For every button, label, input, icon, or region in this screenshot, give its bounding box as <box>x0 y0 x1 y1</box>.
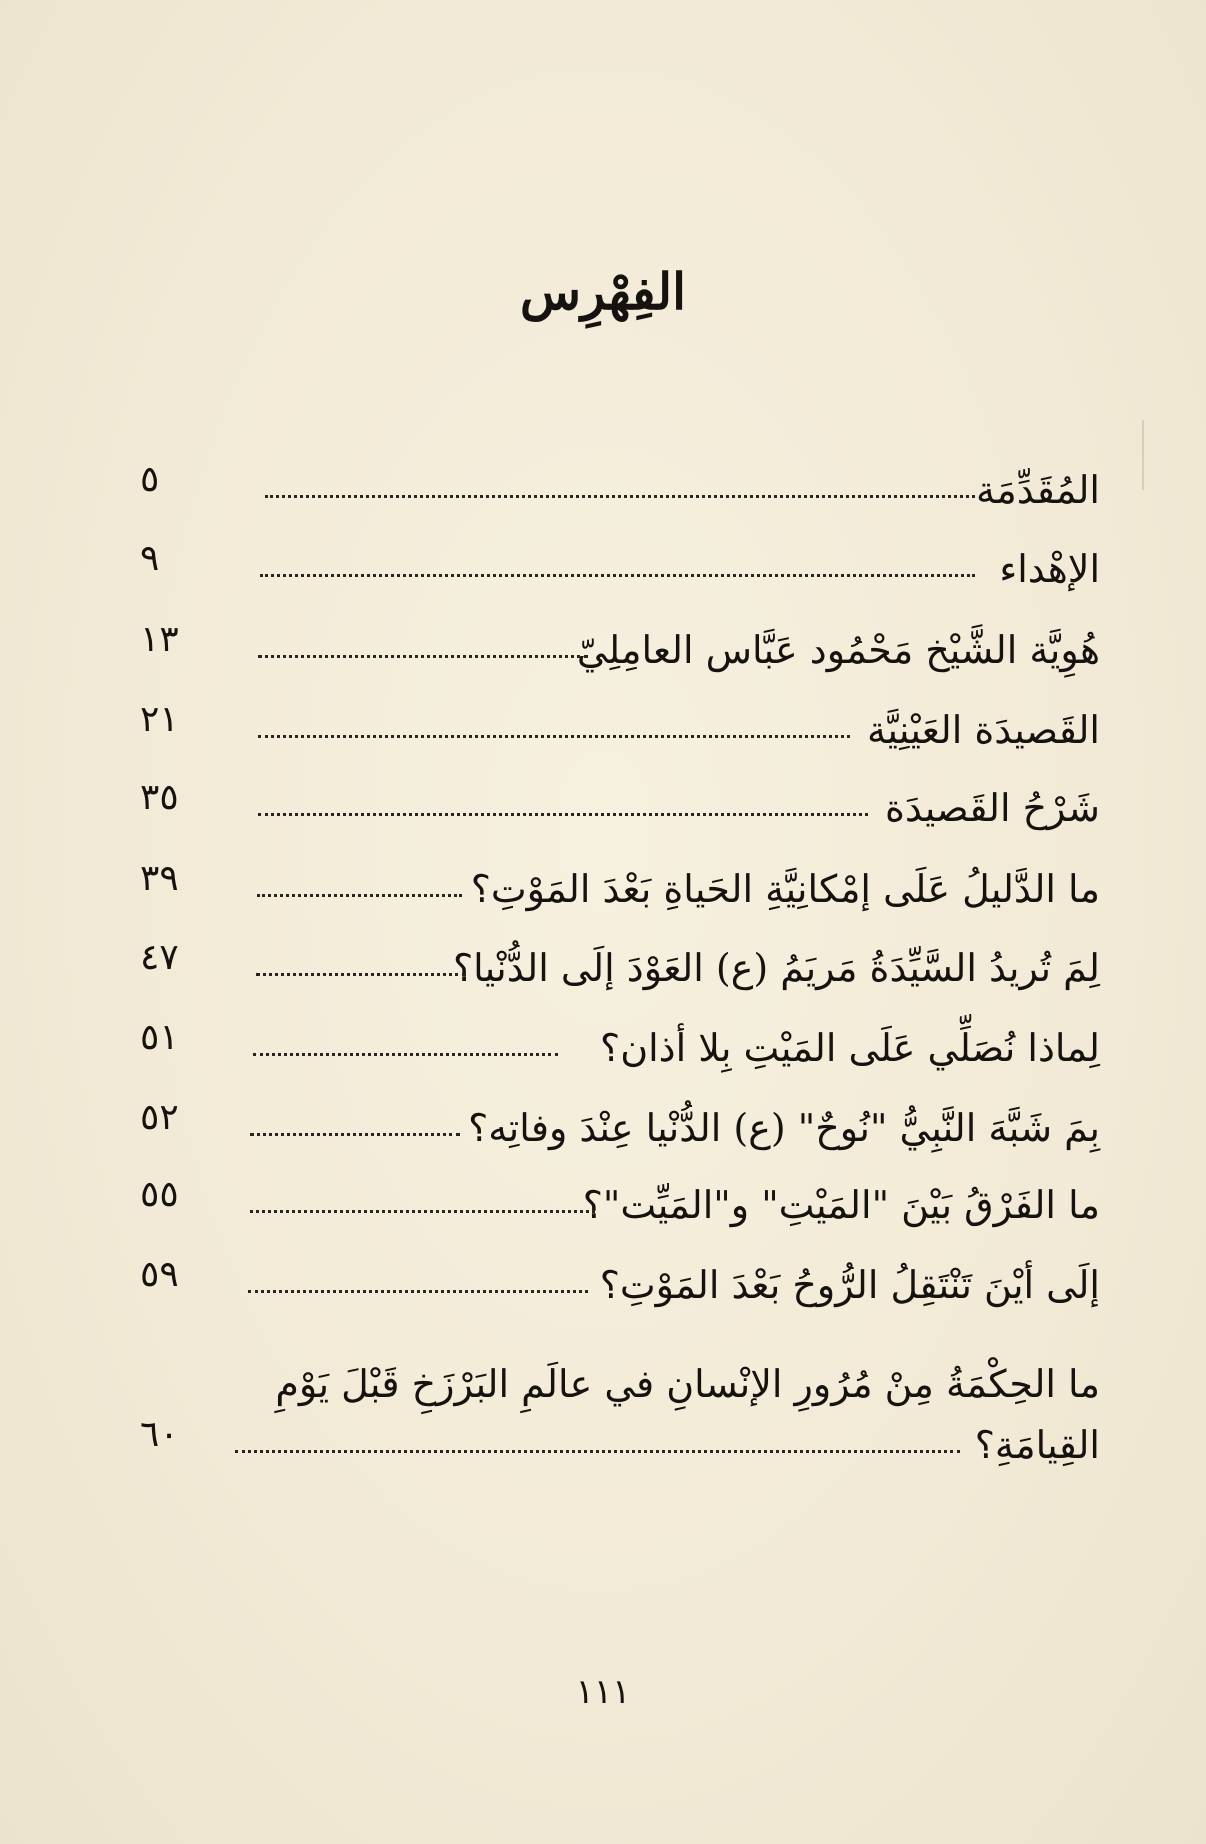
toc-entry-page: ٢١ <box>140 699 179 740</box>
dot-leader <box>253 1053 558 1056</box>
dot-leader <box>256 973 466 976</box>
toc-entry-title: لِماذا نُصَلِّي عَلَى المَيْتِ بِلا أذان؟ <box>600 1026 1100 1070</box>
dot-leader <box>260 574 975 577</box>
dot-leader <box>235 1450 960 1453</box>
toc-entry <box>140 529 1100 599</box>
dot-leader <box>258 813 868 816</box>
toc-entry-page: ٥ <box>140 459 160 500</box>
toc-entry <box>140 610 1100 680</box>
dot-leader <box>250 1210 595 1213</box>
toc-entry-page: ٥١ <box>140 1017 179 1058</box>
dot-leader <box>258 735 850 738</box>
toc-entry-title: لِمَ تُريدُ السَّيِّدَةُ مَريَمُ (ع) العَوْدَ إلَى الدُّنْيا؟ <box>452 946 1100 990</box>
toc-entry <box>140 849 1100 919</box>
toc-entry-title-line2: القِيامَةِ؟ <box>974 1423 1100 1467</box>
toc-entry-page: ٤٧ <box>140 937 179 978</box>
toc-entry-title: الإهْداء <box>999 547 1100 591</box>
toc-entry-title: ما الدَّليلُ عَلَى إمْكانِيَّةِ الحَياةِ بَعْدَ المَوْتِ؟ <box>470 867 1100 911</box>
toc-entry-title: القَصيدَة العَيْنِيَّة <box>867 708 1100 752</box>
toc-entry <box>140 1245 1100 1315</box>
toc-entry-page: ٣٩ <box>140 858 179 899</box>
toc-entry-title-line1: ما الحِكْمَةُ مِنْ مُرُورِ الإنْسانِ في عالَمِ البَرْزَخِ قَبْلَ يَوْمِ <box>275 1362 1100 1406</box>
toc-entry-title: المُقَدِّمَة <box>975 468 1100 512</box>
page-crease <box>1142 420 1144 490</box>
dot-leader <box>250 1133 460 1136</box>
toc-entry-page: ٥٢ <box>140 1097 179 1138</box>
page-title: الفِهْرِس <box>519 262 687 321</box>
toc-entry-page: ٥٩ <box>140 1254 179 1295</box>
toc-entry-page: ٦٠ <box>140 1414 179 1455</box>
toc-entry-title: بِمَ شَبَّهَ النَّبِيُّ "نُوحٌ" (ع) الدُّنْيا عِنْدَ وفاتِه؟ <box>468 1106 1100 1150</box>
toc-entry-title: شَرْحُ القَصيدَة <box>884 786 1100 830</box>
dot-leader <box>258 655 588 658</box>
toc-entry-page: ٥٥ <box>140 1174 179 1215</box>
toc-entry-title: إلَى أيْنَ تَنْتَقِلُ الرُّوحُ بَعْدَ المَوْتِ؟ <box>599 1263 1100 1307</box>
page-number: ١١١ <box>575 1672 631 1712</box>
dot-leader <box>257 894 462 897</box>
toc-entry <box>140 768 1100 838</box>
toc-entry <box>140 1405 1100 1475</box>
toc-entry <box>140 1008 1100 1078</box>
toc-entry <box>140 928 1100 998</box>
toc-entry-title: ما الفَرْقُ بَيْنَ "المَيْتِ" و"المَيِّت"؟ <box>582 1183 1100 1227</box>
toc-entry <box>140 1165 1100 1235</box>
toc-entry-title: هُوِيَّة الشَّيْخ مَحْمُود عَبَّاس العامِلِيّ <box>576 628 1100 672</box>
toc-entry <box>140 450 1100 520</box>
toc-entry-page: ٣٥ <box>140 777 179 818</box>
table-of-contents <box>140 0 1100 1600</box>
toc-entry <box>140 690 1100 760</box>
dot-leader <box>265 495 975 498</box>
toc-entry <box>140 1088 1100 1158</box>
dot-leader <box>248 1290 588 1293</box>
toc-entry-page: ١٣ <box>140 619 179 660</box>
toc-entry-page: ٩ <box>140 538 160 579</box>
